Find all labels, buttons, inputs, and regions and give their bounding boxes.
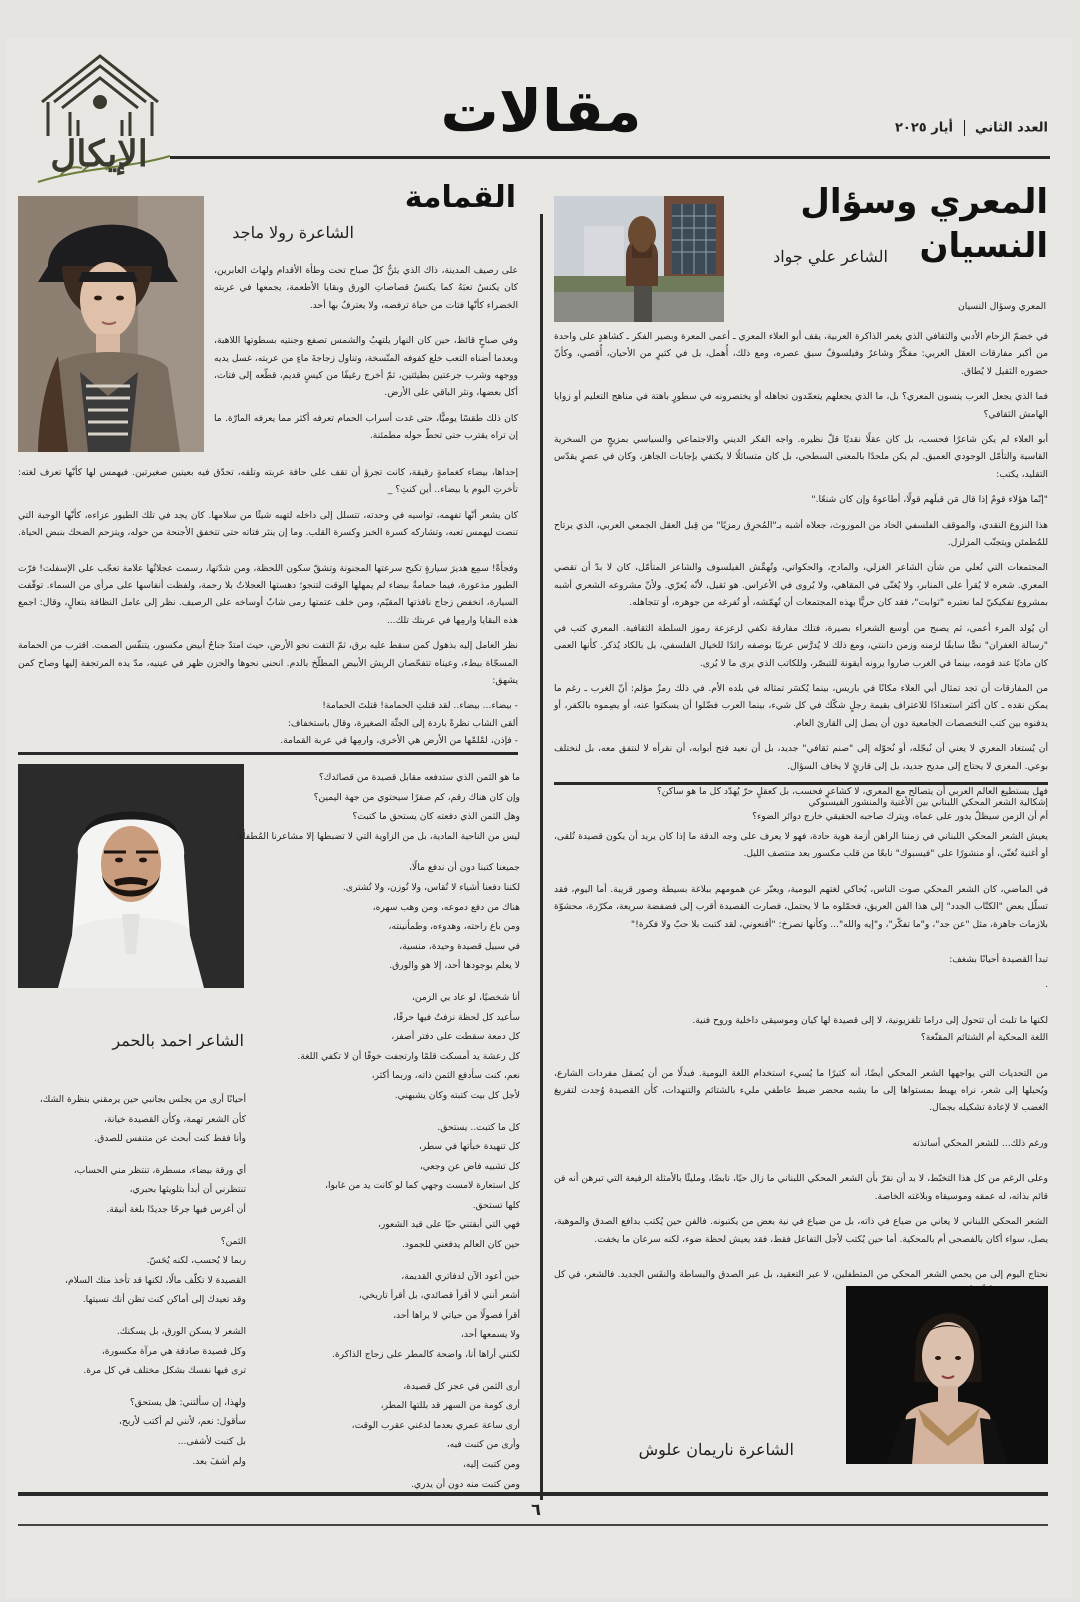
poem-line: ومن كتبت منه دون أن يدري. [410, 1478, 520, 1490]
paragraph: تبدأ القصيدة أحيانًا بشغف: [949, 954, 1048, 966]
poem-line: سأقول: نعم، لأنني لم أكتب لأربح، [118, 1416, 246, 1428]
paragraph: في الماضي، كان الشعر المحكي صوت الناس، يُحاكي لغتهم اليومية، ويعبّر عن همومهم ببلاغة بسيطة وصور قريبة. أما اليوم، فقد تسلّل بعض "الكتّاب الجدد" إلى هذا الفن العريق، فحمّلوه ما لا يحتمل، فصارت القصيدة أقرب إلى فضفضة سريعة، مكرّرة، محشوّة بلازمات جاهزة، مثل "عن جد"، و"ما تفكّر"، و"إيه والله"... وكأنها تصرخ: "أقنعوني، لقد كتبت بلا حبّ ولا فكرة!" [554, 883, 1048, 930]
left-article-body-top [214, 262, 518, 458]
poem-line: الثمن؟ [220, 1235, 246, 1247]
poem-line: ولم أشفَ بعد. [192, 1455, 246, 1467]
poem-line: أنا شخصيًا، لو عاد بي الزمن، [411, 991, 520, 1003]
poem-line: وكل قصيدة صادقة هي مرآة مكسورة، [101, 1345, 246, 1357]
paragraph: نظر العامل إليه بذهول كمن سقط عليه برق، ثمّ التفت نحو الأرض، حيث امتدّ جناحٌ أبيض مكسور، يتنفّس الصمت. اقترب من الحمامة المسجّاة بيطء، وعيناه تتفحّصان الريش الأبيض المطلّخ بالدم. انحنى نحوها والحزن ظهر في عينيه، مدّ يده المرتجفة إليها وصاح كمن يشهق: [18, 640, 518, 687]
poem-line: ليس من الناحية المادية، بل من الزاوية التي لا تضبطها إلا مشاعرنا المُطفأة. [235, 830, 520, 842]
paragraph: على رصيف المدينة، ذاك الذي يئنُّ كلّ صباح تحت وطأة الأقدام ولهاث العابرين، كان يكنسُ تعبَهُ كما يكنسُ قصاصاتِ الورق وبقايا الأطعمة، يجمعها في عربته الخضراء كأنّها فتات من حياة ترفضه، ولا يعترفُ بها أحد. [214, 265, 518, 311]
left-article-author: الشاعرة رولا ماجد [232, 223, 354, 242]
paragraph: أبو العلاء لم يكن شاعرًا فحسب، بل كان عقلًا نقديًا قلّ نظيره. واجه الفكر الديني والاجتماعي والسياسي بمزيجٍ من السخرية القاسية والتأمّل الوجودي العميق. لم يكن ملحدًا بالمعنى السطحي، بل كان متسائلًا لا يكتفي بإجابات الجاهز، وكان في عصرٍ يقدّس التقليد، يكتب: [554, 434, 1048, 480]
article-author: الشاعر علي جواد [773, 247, 888, 266]
issue-info [886, 120, 1048, 136]
poem-line: كل تنهيدة خبأتها في سطر، [418, 1141, 520, 1153]
poem-line: وهل الثمن الذي دفعته كان يستحق ما كتبت؟ [352, 811, 520, 823]
poem-stanza [252, 1118, 520, 1255]
left-column-rule [18, 752, 518, 755]
poem-line: وأرى من كتبت فيه، [446, 1439, 520, 1451]
paragraph: كان يشعر أنّها تفهمه، تواسيه في وحدته، تتسلل إلى داخله لتهبه شيئًا من سلامها. كان يجد في تلك الطيور عزاءه، كأنّها الوجبة التي تنصت ليهمس تعبه، وتشاركه كسرة الخبز وكسرة القلب. وما إن ينثر فتاته حتى تتخفق الأجنحة من حوله، ويتزحم الضحك بنبض الحياة. [18, 509, 518, 539]
poem-line: كل استعارة لامست وجهي كما لو كانت يد من غابوا، [324, 1180, 520, 1192]
poem-line: أن أغرس فيها جرحًا جديدًا بلغة أنيقة. [106, 1203, 246, 1215]
poem-center-column [235, 768, 520, 1492]
poem-line: القصيدة لا تكلّف مالًا، لكنها قد تأخذ منك السلام، [65, 1274, 246, 1286]
poem-line: ومن باع راحته، وهدوءه، وطمأنينته، [388, 921, 520, 933]
paragraph: اللغة المحكية أم الشتائم المقنّعة؟ [920, 1032, 1048, 1044]
paragraph: هذا النزوع النقدي، والموقف الفلسفي الحاد من الموروث، جعلاه أشبه بـ"المُحرِق رمزيًا" من قِبل العقل الجمعي العربي، الذي يرتاح للمُطمئن ويتجنّب المزلزل. [554, 519, 1048, 549]
rola-photo [18, 196, 204, 452]
poem-line: حين كان العالم يدفعني للجمود. [401, 1239, 520, 1251]
poem-line: ومن كتبت إليه، [462, 1459, 520, 1470]
poem-line: لكننا دفعنا أشياء لا تُقاس، ولا تُوزن، ولا تُشترى. [342, 881, 520, 893]
poem-stanza [252, 1267, 520, 1365]
column-divider [540, 214, 543, 1500]
poem-line: أقرأ فصولًا من حياتي لا يراها أحد، [393, 1309, 520, 1321]
page-number: ٦ [531, 1500, 541, 1519]
article-bottom-right-body [554, 828, 1048, 1280]
issue-separator [964, 120, 965, 136]
poem-line: ربما لا يُحسب، لكنه يُحَسّ. [146, 1255, 246, 1267]
paragraph: فما الذي يجعل العرب ينسون المعري؟ بل، ما الذي يجعلهم يتعمّدون تجاهله أو يختصرونه في سطورٍ باهتة في مناهج التعليم أو زوايا الهامش الثقافي؟ [554, 391, 1048, 420]
poem-line: الشعر لا يسكن الورق، بل يسكنك. [116, 1325, 246, 1337]
poem-line: نعم، كنت سأدفع الثمن ذاته، وربما أكثر، [371, 1070, 520, 1082]
logo-text: الإيكال [50, 133, 148, 175]
poem-stanza [18, 1090, 246, 1149]
article-title-line2: النسيان [919, 226, 1048, 266]
poem-line: لكنني أراها أنا، واضحة كالمطر على زجاج الذاكرة. [331, 1349, 520, 1361]
poem-line: ولهذا، إن سألتني: هل يستحق؟ [129, 1396, 246, 1408]
paragraph: كان ذلك طقسًا يوميًّا، حتى غدت أسراب الحمام تعرفه أكثر مما يعرفه المارّة. ما إن تراه يقترب حتى تحطّ حوله مطمئنة. [214, 412, 518, 442]
poem-line: لأجل كل بيت كتبته وكان يشبهني. [394, 1089, 520, 1101]
poem-stanza [252, 1377, 520, 1495]
paragraph: المجتمعات التي تُعلي من شأن الشاعر الغزلي، والمادح، والحكواتي، وتُهمِّش الفيلسوف والشاعر المتأمّل، كان لا بدّ أن تقصي المعري. شعره لا يُقرأ على المنابر، ولا يُغنّى في المقاهي، ولا يُروى في الأعراس. هو ثقيل، لأنّه يُعرّي. ولأنّ مشروعه الشعري أشبه بمشروع تفكيكيّ لما نعتبره "ثوابت"، فقد كان حريًّا بهذه المجتمعات أن تُهمّشه، أو تُفرغه من جوهره، أو تتجاهله. [554, 562, 1048, 609]
poem-line: بل كتبت لأشفى... [177, 1435, 246, 1447]
poem-line: هناك من دفع دموعه، ومن وهب سهره، [372, 901, 520, 913]
paragraph: أن يُولد المرء أعمى، ثم يصبح من أوسع الشعراء بصيرة، فتلك مفارقة تكفي لزعزعة رموز السلطة الثقافية. المعري كتب في "رسالة الغفران" نصًّا سابقًا لزمنه وزمن داننتي، ومع ذلك لا يُدرَّس عربيًا بوصفه رائدًا للخيال الفلسفي، بل بالكاد يُذكر. كأنها العمى كان ماديًا عند قومه، بينما في الغرب صاروا يرونه أيقونة للتبصّر، وللكاتب الذي يرى ما لا يُرى. [554, 622, 1048, 669]
paragraph: - فإذن، لمْلمْها من الأرض هي الأخرى، وارمِها في عربة القمامة. [280, 735, 518, 747]
poem-stanza [18, 1232, 246, 1310]
paragraph: نحتاج اليوم إلى من يحمي الشعر المحكي من المتطفلين، لا عبر التعقيد، بل عبر الصدق والبساطة والنفَس الجديد. فالشعر، في كل [554, 1268, 1048, 1280]
paragraph: فهل يستطيع العالم العربي أن يتصالح مع المعري، لا كشاعرٍ فحسب، بل كعقلٍ حرّ يُهدّد كل ما هو ساكن؟ [656, 785, 1048, 797]
paragraph: أم أن الزمن سيظلّ يدور على عماه، ويترك صاحبه الحقيقي خارج دوائر الضوء؟ [752, 811, 1048, 823]
paragraph: أن يُستعاد المعري لا يعني أن نُبجّله، أو نُحوّله إلى "صنم ثقافي" جديد، بل أن نعيد فتح أبوابه، أن نقرأه لا لنتفق معه، بل لنختلف بوعي. المعري لا يحتاج إلى مديح جديد، بل إلى قارئٍ لا يخاف السؤال. [554, 743, 1048, 772]
poem-line: في سبيل قصيدة وحيدة، منسية، [399, 940, 520, 952]
poem-line: لا يعلم بوجودها أحد، إلا هو والورق. [389, 960, 520, 972]
poem-stanza [18, 1322, 246, 1381]
paragraph: لكنها ما تلبث أن تتحول إلى دراما تلفزيونية، لا إلى قصيدة لها كيان وموسيقى داخلية وروح فنية. [692, 1014, 1048, 1026]
poem-line: أحيانًا أرى من يجلس بجانبي حين يرمقني بنظرة الشك، [39, 1094, 246, 1105]
left-article-title: القمامة [404, 180, 516, 215]
magazine-page [6, 38, 1072, 1598]
house-logo-icon [20, 50, 178, 198]
poem-line: حين أعود الآن لدفاتري القديمة، [401, 1270, 520, 1282]
poem-line: أرى الثمن في عجز كل قصيدة، [403, 1380, 520, 1392]
poem-line: كل ما كتبت.. يستحق. [437, 1121, 520, 1133]
right-column-rule [554, 782, 1048, 785]
nariman-caption: الشاعرة ناريمان علوش [638, 1440, 794, 1459]
paragraph: "إنّما هؤلاء قومٌ إذا قال مَن قبلَهم قولًا، أطاعوهُ وإن كان شنعًا." [811, 494, 1048, 506]
poem-line: أرى كومة من السهر قد بللتها المطر، [380, 1400, 520, 1412]
poem-stanza [235, 768, 520, 846]
header-rule [170, 156, 1050, 159]
poem-line: ما هو الثمن الذي ستدفعه مقابل قصيدة من قصائدك؟ [318, 772, 520, 783]
poem-line: وقد تعيدك إلى أماكن كنت تظن أنك نسيتها. [82, 1294, 246, 1306]
poem-line: سأعيد كل لحظة نزفتُ فيها حرفًا، [393, 1011, 520, 1023]
poem-line: كأن الشعر تهمة، وكأن القصيدة خيانة، [104, 1113, 246, 1125]
issue-number: العدد الثاني [975, 120, 1048, 136]
article-bottom-right-subtitle: إشكالية الشعر المحكي اللبناني بين الأغنية والمنشور الفيسبوكي [808, 797, 1048, 808]
poem-line: ترى فيها نفسك بشكل مختلف في كل مرة. [83, 1365, 246, 1377]
paragraph: إحداها، بيضاء كغمامةٍ رقيقة، كانت تجرؤ أن تقف على حافة عربته وتلقه، تحدّق فيه بعينين صغيرتين. فيهمس لها كأنّها تعرف لغته: تأخرتِ اليوم يا بيضاء.. أين كنتِ؟ _ [18, 467, 518, 496]
paragraph: ورغم ذلك... للشعر المحكي أساتذته [912, 1137, 1048, 1149]
poem-line: كل دمعة سقطت على دفتر أصفر، [391, 1031, 520, 1043]
footer-rule [18, 1492, 1048, 1496]
poem-stanza [18, 1161, 246, 1220]
paragraph: وعلى الرغم من كل هذا التخبّط، لا بد أن نقرّ بأن الشعر المحكي اللبناني ما زال حيًا، نابضًا، ومليئًا بالأمثلة الرفيعة التي تبرهن أنه فن قائم بذاته، له عمقه وموسيقاه وبلاغته الخاصة. [554, 1173, 1048, 1202]
poem-stanza [252, 988, 520, 1106]
article-title-line1: المعري وسؤال [800, 182, 1048, 222]
paragraph: من التحديات التي يواجهها الشعر المحكي أيضًا، أنه كثيرًا ما يُسيء استخدام اللغة اليومية. فبدلًا من أن يُصقل مفردات الشارع، ويُحيلها إلى شعر، نراه يهبط بمستواها إلى ما يشبه محضر ضبط عاطفي مليء بالشتائم والتنهدات، كأن القصيدة وُجدت لتفريغ الغضب لا لإعادة تشكيله بجمال. [554, 1067, 1048, 1114]
paragraph: من المفارقات أن تجد تمثال أبي العلاء مكانًا في باريس، بينما يُكسَر تمثاله في بلده الأم. في ذلك رمزٌ مؤلم: أنّ الغرب ـ رغم ما يمكن نقده ـ كان أكثر استعدادًا للاعتراف بقيمة رجلٍ شكّك في كل شيء، بينما العرب فضّلوا أن يسكتوا عنه، أو يصِموه بالكفر، أو يدفنوه بين كتب التخصصات الجامعية دون أن يصل إلى القارئ العام. [554, 682, 1048, 729]
poem-line: أشعر أنني لا أقرأ قصائدي، بل أقرأ تاريخي، [358, 1290, 520, 1302]
paragraph: . [1045, 979, 1048, 991]
ahmed-photo [18, 764, 244, 988]
poem-line: أرى ساعة عمري بعدما لدغني عقرب الوقت، [351, 1419, 520, 1431]
left-article-body-bottom [18, 464, 518, 748]
article-right-subtitle: المعري وسؤال النسيان [958, 301, 1046, 312]
poem-line: كلها تستحق. [472, 1199, 520, 1211]
paragraph: ألقى الشاب نظرةً باردة إلى الجثّة الصغيرة، وقال باستخفاف: [287, 717, 518, 729]
poem-stanza [252, 858, 520, 976]
paragraph: - بيضاء... بيضاء.. لقد قتلتِ الحمامة! قتلتَ الحمامة! [322, 700, 518, 712]
poem-line: وأنا فقط كنت أبحث عن متنفس للصدق. [94, 1133, 246, 1145]
poem-left-column [18, 1090, 246, 1490]
poem-line: فهي التي أبقتني حيًا على قيد الشعور، [377, 1219, 520, 1231]
paragraph: وفي صباحٍ قائظ، حين كان النهار يلتهبُ والشمس تصفع وجنتيه بسطوتها اللاهبة، وبعدما أضناه التعب خلع كفوفه المتّسخة، وتناول زجاجةَ ماءٍ من عربته، غسل يديه ووجهه وشرب جرعتين بطيئتين، ثمّ أخرج رغيفًا من كيسٍ قديم، قطّعه إلى فتات، أكل بعضها، ونثر الباقي على الأرض. [214, 335, 518, 399]
section-title: مقالات [440, 77, 642, 145]
poem-line: تنتظرني أن أبدأ بتلويثها بحبري، [129, 1184, 246, 1196]
poem-stanza [18, 1393, 246, 1471]
paragraph: وفجأةً! سمِع هديرَ سيارةٍ تكبح سرعتها المجنونة وتشقّ سكون اللحظة، ومن شدّتها، رسمت عجلاتُها علامة تعجّب على الإسفلت! فرّت الطيور مذعورة، فيما حمامةٌ بيضاء لم يمهلها الوقت لتنجو؛ دهستها العجلاتُ بلا رحمة، ولفظت أنفاسها على مرأى من السماء. توقّفت السيارة، انخفض زجاج نافذتها المقيّم، ومن خلف عتمتها رمى شابٌ أوساخه على الرصيف. نظر إلى عامل النظافة بتعالٍ، وقال: اجمع هذه البقايا وارمِها في عربتك تلك... [18, 562, 518, 626]
paragraph: يعيش الشعر المحكي اللبناني في زمننا الراهن أزمة هوية حادة، فهو لا يعرف على وجه الدقة ما إذا كان يريد أن يكون قصيدة تُلقى، أو أغنية تُغنّى، أو منشورًا على "فيسبوك" نابعًا من قلب مكسور بعد منتصف الليل. [554, 831, 1048, 860]
poem-line: جميعنا كتبنا دون أن ندفع مالًا، [408, 862, 520, 874]
poem-line: أي ورقة بيضاء، مسطرة، تنتظر مني الحساب، [73, 1164, 246, 1176]
paragraph: الشعر المحكي اللبناني لا يعاني من ضياع في ذاته، بل من ضياع في نية بعض من يكتبونه. فالفن حين يُكتب بدافع الصدق والموهبة، يصل، سواء أكان بالفصحى أم بالمحكية. أما حين يُكتب لأجل التفاعل فقط، فقد يعيش لحظة ضوء، لكنه سرعان ما يخفت. [554, 1216, 1048, 1245]
poem-line: كل رعشة يد أمسكت قلمًا وارتجفت خوفًا أن لا تكفي اللغة. [297, 1050, 520, 1062]
poem-line: ولا يسمعها أحد، [460, 1329, 520, 1341]
poem-line: وإن كان هناك رقم، كم صفرًا سيحتوي من جهة اليمين؟ [313, 791, 520, 803]
magazine-logo [20, 50, 178, 198]
footer-rule-bottom [18, 1524, 1048, 1526]
nariman-photo [846, 1286, 1048, 1464]
paragraph: في خضمّ الزحام الأدبي والثقافي الذي يغمر الذاكرة العربية، يقف أبو العلاء المعري ـ أعمى المعرة وبصير الفكر ـ كشاهدٍ على واحدة من أكبر مفارقات العقل العربي: مفكّرٌ وشاعرٌ وفيلسوفٌ سبق عصره، ومع ذلك، أُهمل، بل في كثيرٍ من الأحيان، أُقصي، وكأنّ حضوره الثقيل لا يُطاق. [554, 331, 1048, 377]
issue-date: أيار ٢٠٢٥ [895, 120, 953, 136]
ahmed-caption: الشاعر احمد بالحمر [112, 1031, 244, 1050]
poem-line: كل تشبيه فاض عن وجعي، [419, 1160, 520, 1172]
